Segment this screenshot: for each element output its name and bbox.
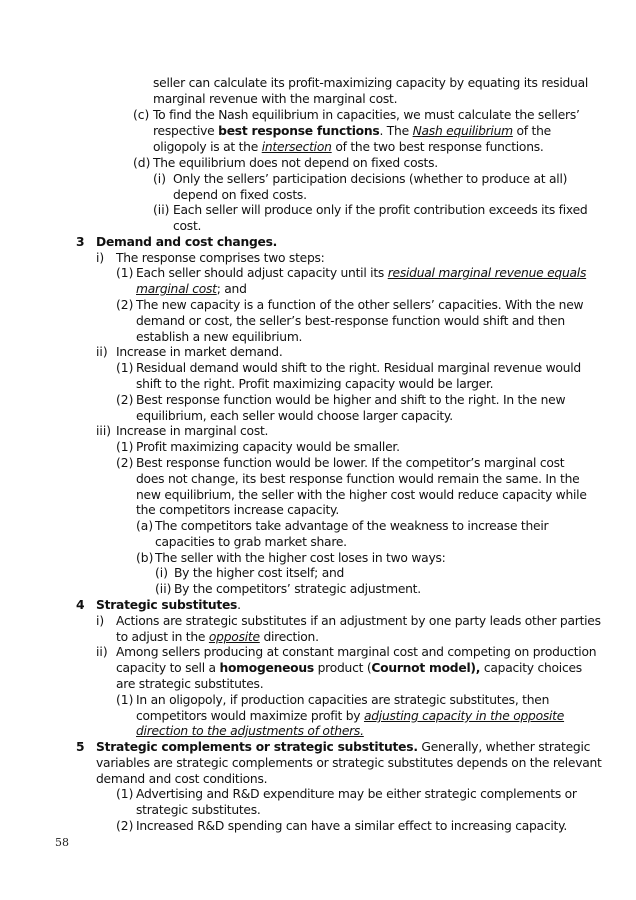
list-marker: (2) [116, 393, 134, 407]
text-line: respective best response functions. The Nash equilibrium of the [153, 124, 551, 138]
list-marker: (1) [116, 693, 134, 707]
text-line: marginal revenue with the marginal cost. [153, 92, 398, 106]
list-marker: (a) [136, 519, 154, 533]
text-line: capacities to grab market share. [155, 535, 347, 549]
text-line: variables are strategic complements or strategic substitutes depends on the relevant [96, 756, 602, 770]
text-line: In an oligopoly, if production capacities are strategic substitutes, then [136, 693, 550, 707]
text-line: strategic substitutes. [136, 803, 261, 817]
list-marker: iii) [96, 424, 112, 438]
text-line: Increase in marginal cost. [116, 424, 269, 438]
bold-term: best response functions [218, 124, 380, 138]
text-line: Best response function would be lower. If the competitor’s marginal cost [136, 456, 565, 470]
text-line: Each seller will produce only if the profit contribution exceeds its fixed [173, 203, 588, 217]
text-line: Strategic complements or strategic substitutes. Generally, whether strategic [96, 740, 591, 754]
section-heading: Strategic substitutes. [96, 598, 241, 612]
text-line: Increased R&D spending can have a similar effect to increasing capacity. [136, 819, 568, 833]
emphasis-term: residual marginal revenue equals [387, 266, 587, 280]
text-line: does not change, its best response function would remain the same. In the [136, 472, 580, 486]
text-line: are strategic substitutes. [116, 677, 264, 691]
text-line: oligopoly is at the intersection of the two best response functions. [153, 140, 544, 154]
text-line: Best response function would be higher and shift to the right. In the new [136, 393, 566, 407]
page-number: 58 [55, 836, 69, 849]
list-marker: (b) [136, 551, 154, 565]
text-line: the competitors increase capacity. [136, 503, 339, 517]
list-marker: (1) [116, 440, 134, 454]
list-marker: ii) [96, 645, 108, 659]
text-line: The equilibrium does not depend on fixed costs. [153, 156, 438, 170]
list-marker: ii) [96, 345, 108, 359]
emphasis-term: marginal cost [136, 282, 217, 296]
emphasis-term: opposite [208, 630, 260, 644]
section-number: 4 [76, 598, 85, 612]
text-line: Only the sellers’ participation decisions (whether to produce at all) [173, 172, 568, 186]
list-marker: (ii) [153, 203, 170, 217]
emphasis-term: direction to the adjustments of others. [136, 724, 364, 738]
text-line: equilibrium, each seller would choose larger capacity. [136, 409, 453, 423]
text-line: establish a new equilibrium. [136, 330, 303, 344]
emphasis-term: Nash equilibrium [412, 124, 513, 138]
text-line: demand and cost conditions. [96, 772, 268, 786]
text-line: By the higher cost itself; and [174, 566, 345, 580]
bold-term: homogeneous [219, 661, 314, 675]
text-line: Actions are strategic substitutes if an adjustment by one party leads other parties [116, 614, 601, 628]
text-line: to adjust in the opposite direction. [116, 630, 319, 644]
text-line: The new capacity is a function of the other sellers’ capacities. With the new [136, 298, 584, 312]
emphasis-term: adjusting capacity in the opposite [363, 709, 565, 723]
text-line: Residual demand would shift to the right. Residual marginal revenue would [136, 361, 581, 375]
list-marker: i) [96, 251, 105, 265]
list-marker: (c) [133, 108, 150, 122]
text-line: The seller with the higher cost loses in two ways: [155, 551, 446, 565]
text-line: The competitors take advantage of the weakness to increase their [155, 519, 549, 533]
list-marker: (i) [155, 566, 169, 580]
text-line: Advertising and R&D expenditure may be either strategic complements or [136, 787, 577, 801]
section-number: 5 [76, 740, 85, 754]
list-marker: (ii) [155, 582, 172, 596]
text-line: seller can calculate its profit-maximizing capacity by equating its residual [153, 76, 589, 90]
list-marker: (2) [116, 819, 134, 833]
text-line: shift to the right. Profit maximizing capacity would be larger. [136, 377, 494, 391]
text-line: depend on fixed costs. [173, 188, 307, 202]
text-line: competitors would maximize profit by adjusting capacity in the opposite [136, 709, 565, 723]
section-number: 3 [76, 235, 85, 249]
list-marker: (d) [133, 156, 151, 170]
bold-term: Cournot model), [371, 661, 481, 675]
section-heading: Strategic complements or strategic substitutes. [96, 740, 418, 754]
list-marker: (1) [116, 787, 134, 801]
text-line: demand or cost, the seller’s best-response function would shift and then [136, 314, 565, 328]
list-marker: (2) [116, 298, 134, 312]
text-line: Among sellers producing at constant marginal cost and competing on production [116, 645, 597, 659]
text-line: marginal cost; and [136, 282, 247, 296]
section-heading: Demand and cost changes. [96, 235, 278, 249]
text-line: new equilibrium, the seller with the higher cost would reduce capacity while [136, 488, 587, 502]
text-line: By the competitors’ strategic adjustment. [174, 582, 421, 596]
text-line: Profit maximizing capacity would be smaller. [136, 440, 400, 454]
text-line: Each seller should adjust capacity until its residual marginal revenue equals [136, 266, 587, 280]
emphasis-term: intersection [261, 140, 332, 154]
text-line [136, 724, 364, 740]
text-line: capacity to sell a homogeneous product (Cournot model), capacity choices [116, 661, 582, 675]
text-line: Increase in market demand. [116, 345, 283, 359]
list-marker: (1) [116, 266, 134, 280]
text-line: The response comprises two steps: [116, 251, 325, 265]
list-marker: (i) [153, 172, 167, 186]
list-marker: i) [96, 614, 105, 628]
list-marker: (1) [116, 361, 134, 375]
list-marker: (2) [116, 456, 134, 470]
text-line: cost. [173, 219, 202, 233]
text-line: To find the Nash equilibrium in capacities, we must calculate the sellers’ [153, 108, 580, 122]
